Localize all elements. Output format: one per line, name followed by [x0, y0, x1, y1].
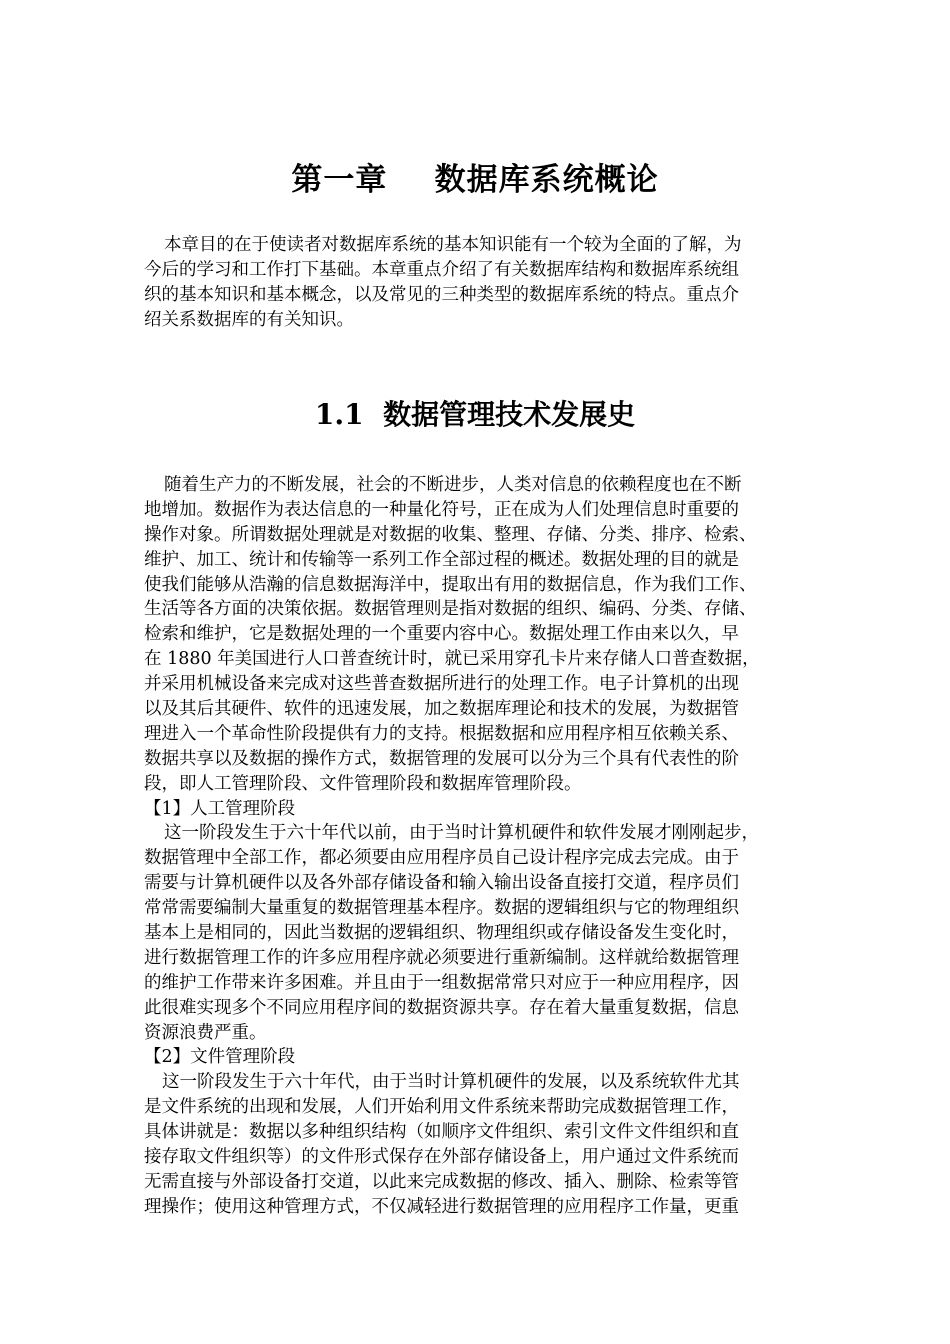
paragraph-line: 以及其后其硬件、软件的迅速发展，加之数据库理论和技术的发展，为数据管	[144, 699, 739, 720]
subsection-heading-manual: 【1】人工管理阶段	[144, 798, 296, 819]
paragraph-line: 进行数据管理工作的许多应用程序就必须要进行重新编制。这样就给数据管理	[144, 947, 739, 968]
paragraph-line: 这一阶段发生于六十年代以前，由于当时计算机硬件和软件发展才刚刚起步，	[164, 823, 759, 844]
paragraph-line: 需要与计算机硬件以及各外部存储设备和输入输出设备直接打交道，程序员们	[144, 873, 739, 894]
paragraph-line: 是文件系统的出现和发展，人们开始利用文件系统来帮助完成数据管理工作，	[144, 1097, 739, 1118]
paragraph-line: 的维护工作带来许多困难。并且由于一组数据常常只对应于一种应用程序，因	[144, 972, 739, 993]
intro-line: 本章目的在于使读者对数据库系统的基本知识能有一个较为全面的了解，为	[164, 235, 742, 255]
section-body	[144, 473, 824, 1220]
paragraph-line: 这一阶段发生于六十年代，由于当时计算机硬件的发展，以及系统软件尤其	[162, 1072, 740, 1093]
paragraph-line: 生活等各方面的决策依据。数据管理则是指对数据的组织、编码、分类、存储、	[144, 599, 757, 620]
paragraph-line: 数据共享以及数据的操作方式，数据管理的发展可以分为三个具有代表性的阶	[144, 748, 739, 769]
intro-line: 绍关系数据库的有关知识。	[144, 309, 354, 330]
paragraph-line: 操作对象。所谓数据处理就是对数据的收集、整理、存储、分类、排序、检索、	[144, 524, 757, 545]
paragraph-line: 数据管理中全部工作，都必须要由应用程序员自己设计程序完成去完成。由于	[144, 848, 739, 869]
paragraph-line: 段，即人工管理阶段、文件管理阶段和数据库管理阶段。	[144, 773, 582, 794]
paragraph-line: 基本上是相同的，因此当数据的逻辑组织、物理组织或存储设备发生变化时，	[144, 923, 739, 944]
chapter-intro	[144, 233, 824, 333]
paragraph-line: 常常需要编制大量重复的数据管理基本程序。数据的逻辑组织与它的物理组织	[144, 898, 739, 919]
paragraph-line: 具体讲就是：数据以多种组织结构（如顺序文件组织、索引文件文件组织和直	[144, 1122, 739, 1143]
paragraph-line: 随着生产力的不断发展，社会的不断进步，人类对信息的依赖程度也在不断	[164, 475, 742, 495]
paragraph-line: 此很难实现多个不同应用程序间的数据资源共享。存在着大量重复数据，信息	[144, 997, 739, 1018]
paragraph-line: 使我们能够从浩瀚的信息数据海洋中，提取出有用的数据信息，作为我们工作、	[144, 574, 757, 595]
paragraph-line: 接存取文件组织等）的文件形式保存在外部存储设备上，用户通过文件系统而	[144, 1147, 739, 1168]
intro-line: 织的基本知识和基本概念，以及常见的三种类型的数据库系统的特点。重点介	[144, 284, 739, 305]
section-title: 1.1 数据管理技术发展史	[314, 398, 636, 431]
subsection-heading-file: 【2】文件管理阶段	[144, 1047, 296, 1068]
paragraph-line: 地增加。数据作为表达信息的一种量化符号，正在成为人们处理信息时重要的	[144, 499, 739, 520]
paragraph-line: 检索和维护，它是数据处理的一个重要内容中心。数据处理工作由来以久，早	[144, 624, 739, 645]
paragraph-line: 理进入一个革命性阶段提供有力的支持。根据数据和应用程序相互依赖关系、	[144, 723, 739, 744]
paragraph-line: 在 1880 年美国进行人口普查统计时，就已采用穿孔卡片来存储人口普查数据，	[144, 649, 760, 670]
chapter-title: 第一章 数据库系统概论	[291, 162, 659, 198]
paragraph-line: 无需直接与外部设备打交道，以此来完成数据的修改、插入、删除、检索等管	[144, 1171, 739, 1192]
paragraph-line: 并采用机械设备来完成对这些普查数据所进行的处理工作。电子计算机的出现	[144, 674, 739, 695]
intro-line: 今后的学习和工作打下基础。本章重点介绍了有关数据库结构和数据库系统组	[144, 259, 739, 280]
paragraph-line: 资源浪费严重。	[144, 1022, 267, 1043]
paragraph-line: 维护、加工、统计和传输等一系列工作全部过程的概述。数据处理的目的就是	[144, 549, 739, 570]
paragraph-line: 理操作；使用这种管理方式，不仅减轻进行数据管理的应用程序工作量，更重	[144, 1196, 739, 1217]
